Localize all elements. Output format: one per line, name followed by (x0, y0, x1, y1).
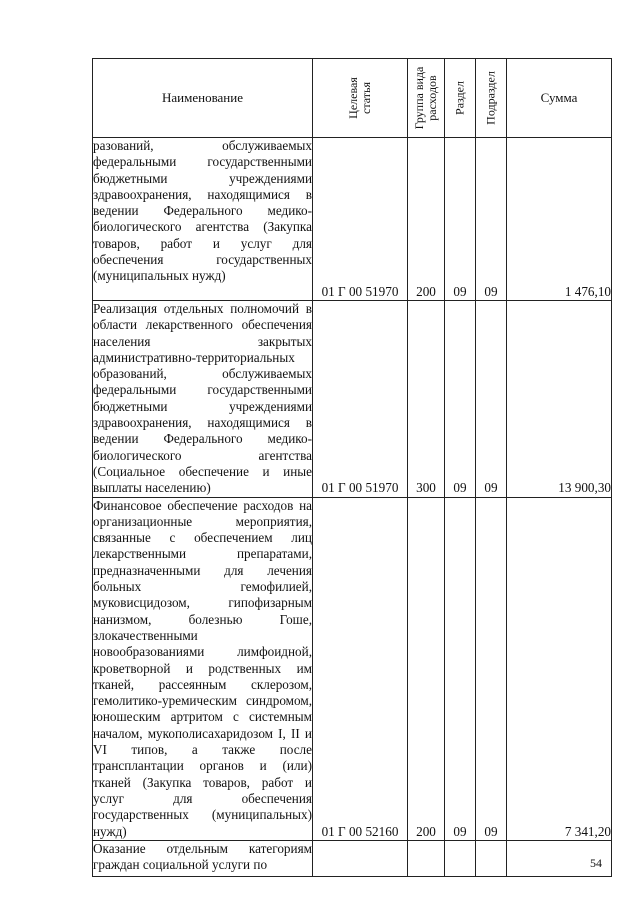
row-name: Реализация отдельных полномочий в области лекарственного обеспечения населения закрытых административно-территориальных образований, обслуживаемых федеральными государственными бюджетными учреждениями здравоохранения, находящимися в ведении Федерального медико-биологического агентства (Социальное обеспечение и иные выплаты населению) (93, 301, 312, 496)
header-target-article: Целевая статья (313, 59, 408, 138)
budget-table (92, 58, 612, 877)
row-section: 09 (445, 497, 476, 840)
row-group (408, 840, 445, 876)
row-target: 01 Г 00 51970 (313, 138, 408, 301)
row-name: Финансовое обеспечение расходов на организационные мероприятия, связанные с обеспечением лиц лекарственными препаратами, предназначенными для лечения больных гемофилией, муковисцидозом, гипофизарным нанизмом, болезнью Гоше, злокачественными новообразованиями лимфоидной, кроветворной и родственных им тканей, рассеянным склерозом, гемолитико-уремическим синдромом, юношеским артритом с системным началом, мукополисахаридозом I, II и VI типов, а также после трансплантации органов и (или) тканей (Закупка товаров, работ и услуг для обеспечения государственных (муниципальных) нужд) (93, 497, 312, 839)
row-group: 200 (408, 497, 445, 840)
table-row (93, 138, 612, 301)
row-section (445, 840, 476, 876)
row-target: 01 Г 00 52160 (313, 497, 408, 840)
row-target: 01 Г 00 51970 (313, 301, 408, 498)
header-expense-group: Группа вида расходов (408, 59, 445, 138)
row-section: 09 (445, 138, 476, 301)
row-name: разований, обслуживаемых федеральными государственными бюджетными учреждениями здравоохранения, находящимися в ведении Федерального медико-биологического агентства (Закупка товаров, работ и услуг для обеспечения государственных (муниципальных нужд) (93, 138, 313, 301)
header-name: Наименование (93, 59, 313, 138)
header-subsection: Подраздел (476, 59, 507, 138)
row-subsection: 09 (476, 301, 507, 498)
row-sum: 7 341,20 (507, 497, 612, 840)
header-section: Раздел (445, 59, 476, 138)
table-row (93, 301, 612, 498)
header-sum: Сумма (507, 59, 612, 138)
row-group: 300 (408, 301, 445, 498)
table-row (93, 497, 612, 840)
row-group: 200 (408, 138, 445, 301)
row-sum: 13 900,30 (507, 301, 612, 498)
row-subsection (476, 840, 507, 876)
row-name: Оказание отдельным категориям граждан социальной услуги по (93, 840, 313, 876)
table-header-row (93, 59, 612, 138)
row-target (313, 840, 408, 876)
table-row (93, 840, 612, 876)
page-number: 54 (590, 856, 602, 870)
row-section: 09 (445, 301, 476, 498)
row-subsection: 09 (476, 497, 507, 840)
row-sum: 1 476,10 (507, 138, 612, 301)
row-subsection: 09 (476, 138, 507, 301)
